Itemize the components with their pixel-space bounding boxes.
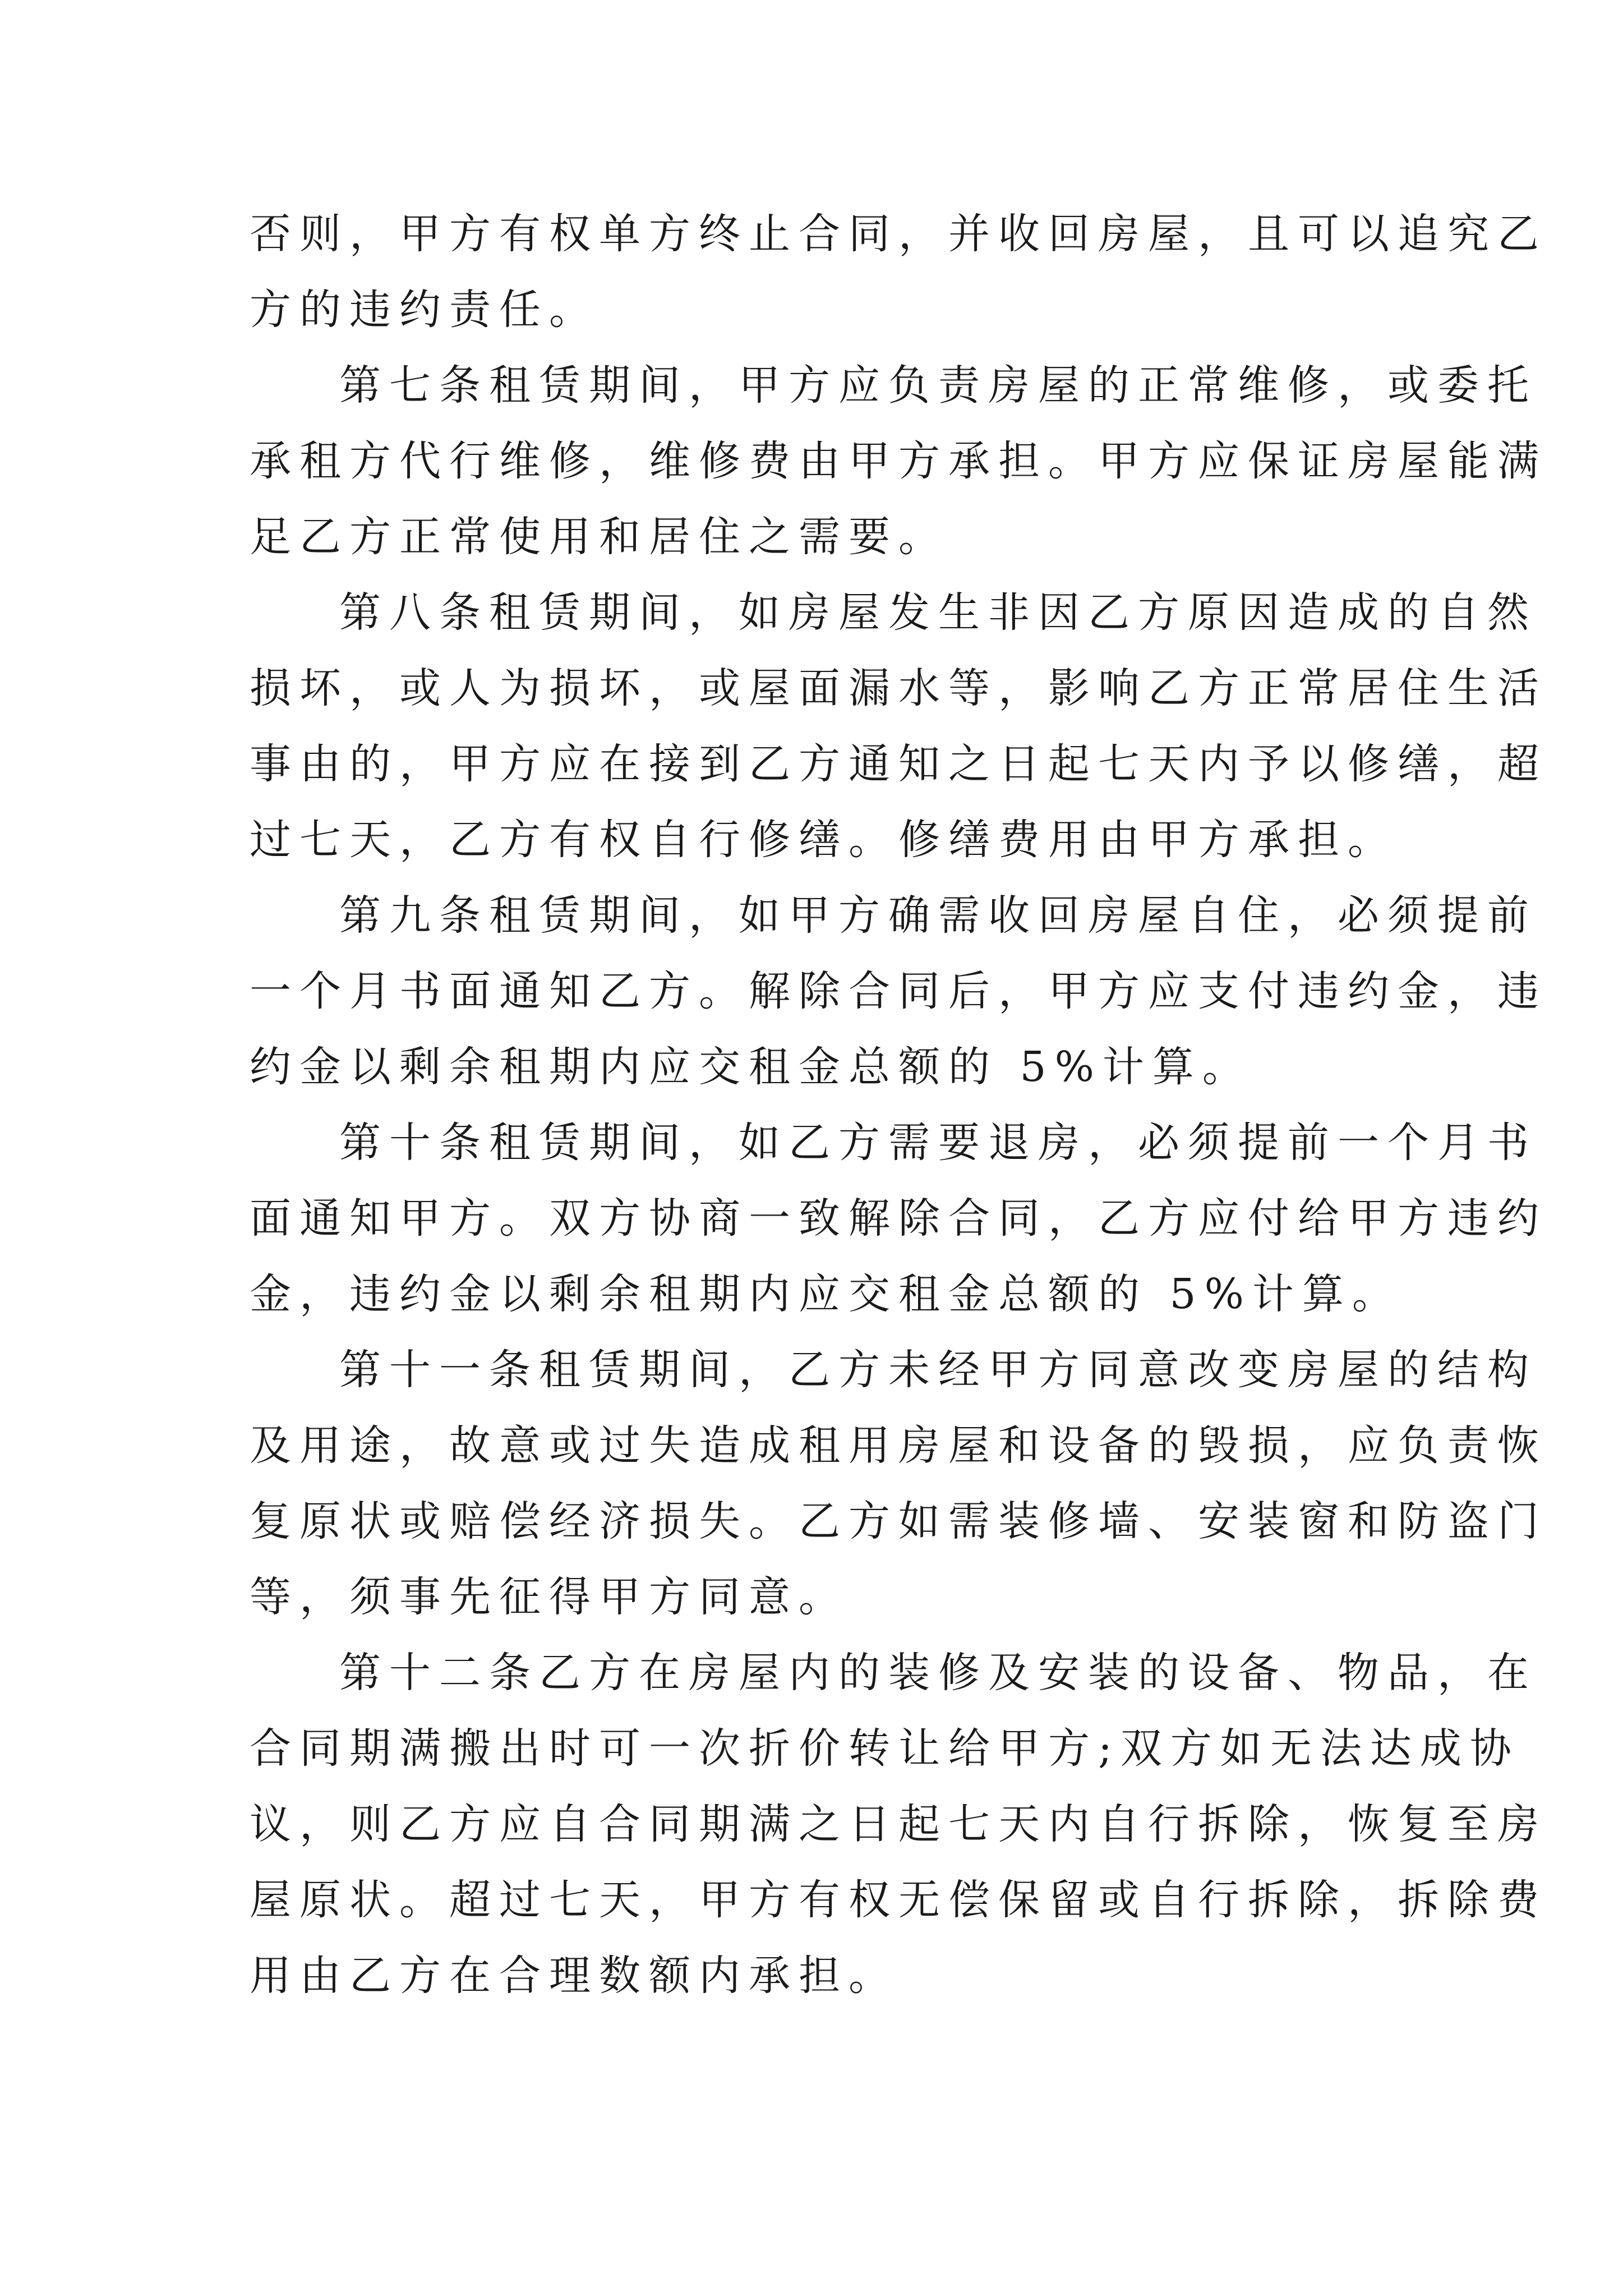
text-line: 损坏，或人为损坏，或屋面漏水等，影响乙方正常居住生活: [250, 664, 1547, 712]
text-line: 否则，甲方有权单方终止合同，并收回房屋，且可以追究乙: [250, 210, 1547, 258]
text-line: 方的违约责任。: [250, 286, 599, 334]
text-line: 合同期满搬出时可一次折价转让给甲方;双方如无法达成协: [250, 1724, 1520, 1773]
text-line: 第十一条租赁期间，乙方未经甲方同意改变房屋的结构: [339, 1346, 1537, 1394]
text-line: 第十条租赁期间，如乙方需要退房，必须提前一个月书: [339, 1119, 1537, 1167]
text-line: 用由乙方在合理数额内承担。: [250, 1952, 898, 2000]
text-line: 金，违约金以剩余租期内应交租金总额的 5%计算。: [250, 1270, 1402, 1318]
text-line: 一个月书面通知乙方。解除合同后，甲方应支付违约金，违: [250, 967, 1547, 1015]
paragraph-article-10: [250, 1105, 1547, 1332]
text-line: 事由的，甲方应在接到乙方通知之日起七天内予以修缮，超: [250, 740, 1547, 788]
text-line: 复原状或赔偿经济损失。乙方如需装修墙、安装窗和防盗门: [250, 1497, 1547, 1545]
text-line: 及用途，故意或过失造成租用房屋和设备的毁损，应负责恢: [250, 1421, 1547, 1470]
text-line: 第七条租赁期间，甲方应负责房屋的正常维修，或委托: [339, 361, 1537, 409]
text-line: 过七天，乙方有权自行修缮。修缮费用由甲方承担。: [250, 816, 1398, 864]
text-line: 承租方代行维修，维修费由甲方承担。甲方应保证房屋能满: [250, 437, 1547, 485]
text-line: 议，则乙方应自合同期满之日起七天内自行拆除，恢复至房: [250, 1800, 1547, 1848]
text-line: 等，须事先征得甲方同意。: [250, 1573, 849, 1621]
paragraph-termination-clause: [250, 196, 1547, 348]
text-line: 足乙方正常使用和居住之需要。: [250, 513, 948, 561]
text-line: 第八条租赁期间，如房屋发生非因乙方原因造成的自然: [339, 588, 1537, 637]
text-line: 约金以剩余租期内应交租金总额的 5%计算。: [250, 1043, 1252, 1091]
paragraph-article-12: [250, 1635, 1547, 2014]
document-page: [250, 196, 1547, 2014]
text-line: 面通知甲方。双方协商一致解除合同，乙方应付给甲方违约: [250, 1194, 1547, 1243]
text-line: 屋原状。超过七天，甲方有权无偿保留或自行拆除，拆除费: [250, 1876, 1547, 1924]
paragraph-article-11: [250, 1332, 1547, 1635]
text-line: 第九条租赁期间，如甲方确需收回房屋自住，必须提前: [339, 891, 1537, 940]
paragraph-article-7: [250, 348, 1547, 575]
paragraph-article-9: [250, 878, 1547, 1105]
text-line: 第十二条乙方在房屋内的装修及安装的设备、物品，在: [339, 1649, 1537, 1697]
paragraph-article-8: [250, 575, 1547, 878]
